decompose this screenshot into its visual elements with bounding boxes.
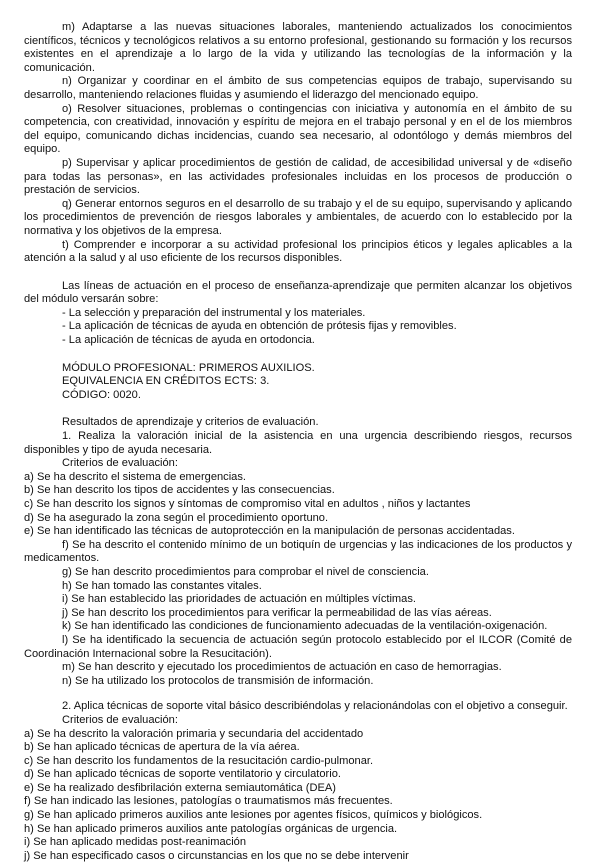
linea-item: - La selección y preparación del instrumental y los materiales. <box>62 306 366 319</box>
resultado-1: 1. Realiza la valoración inicial de la asistencia en una urgencia describiendo riesgos, recursos disponibles y tipo de ayuda necesaria. <box>24 430 572 456</box>
criterios-label: Criterios de evaluación: <box>62 457 178 470</box>
objective-t: t) Comprender e incorporar a su actividad profesional los principios éticos y legales aplicables a la atención a la salud y al uso eficiente de los recursos disponibles. <box>24 238 572 265</box>
document-body <box>24 21 572 863</box>
objective-o: o) Resolver situaciones, problemas o contingencias con iniciativa y autonomía en el ámbito de su competencia, con creatividad, innovación y espíritu de mejora en el trabajo personal y en el de los miembros del equipo, comunicando dichas incidencias, cuando sea necesario, al odontólogo y demás miembros del equipo. <box>24 102 572 156</box>
lineas-intro: Las líneas de actuación en el proceso de enseñanza-aprendizaje que permiten alcanzar los objetivos del módulo versarán sobre: <box>24 279 572 306</box>
criterio-item: f) Se ha descrito el contenido mínimo de un botiquín de urgencias y las indicaciones de los productos y medicamentos. <box>24 538 572 565</box>
criterio-item: g) Se han aplicado primeros auxilios ante lesiones por agentes físicos, químicos y biológicos. <box>24 809 483 822</box>
criterio-item: e) Se han identificado las técnicas de autoprotección en la manipulación de personas accidentadas. <box>24 525 515 538</box>
criterio-item: a) Se ha descrito el sistema de emergencias. <box>24 470 246 483</box>
criterio-item: c) Se han descrito los fundamentos de la resucitación cardio-pulmonar. <box>24 754 374 767</box>
resultado-2: 2. Aplica técnicas de soporte vital básico describiéndolas y relacionándolas con el objetivo a conseguir. <box>62 700 568 713</box>
objective-p: p) Supervisar y aplicar procedimientos de gestión de calidad, de accesibilidad universal y de «diseño para todas las personas», en las actividades profesionales incluidas en los procesos de producción o prestación de servicios. <box>24 156 572 197</box>
criterio-item: m) Se han descrito y ejecutado los procedimientos de actuación en caso de hemorragias. <box>62 661 502 674</box>
module-credits: EQUIVALENCIA EN CRÉDITOS ECTS: 3. <box>62 375 270 388</box>
criterio-item: j) Se han descrito los procedimientos para verificar la permeabilidad de las vías aéreas. <box>62 606 492 619</box>
criterio-item: c) Se han descrito los signos y síntomas de compromiso vital en adultos , niños y lactantes <box>24 498 471 510</box>
objective-q: q) Generar entornos seguros en el desarrollo de su trabajo y el de su equipo, supervisando y aplicando los procedimientos de prevención de riesgos laborales y ambientales, de acuerdo con lo establecido por la normativa y los objetivos de la empresa. <box>24 197 572 237</box>
criterio-item: i) Se han establecido las prioridades de actuación en múltiples víctimas. <box>62 593 416 606</box>
criterio-item: b) Se han aplicado técnicas de apertura de la vía aérea. <box>24 741 300 754</box>
criterio-item: h) Se han tomado las constantes vitales. <box>62 579 262 592</box>
criterio-item: e) Se ha realizado desfibrilación externa semiautomática (DEA) <box>24 781 337 794</box>
criterio-item: a) Se ha descrito la valoración primaria y secundaria del accidentado <box>24 727 364 740</box>
objective-n: n) Organizar y coordinar en el ámbito de sus competencias equipos de trabajo, supervisando su desarrollo, manteniendo relaciones fluidas y asumiendo el liderazgo del mencionado equipo. <box>24 75 572 101</box>
criterio-item: f) Se han indicado las lesiones, patologías o traumatismos más frecuentes. <box>24 795 393 808</box>
criterio-item: n) Se ha utilizado los protocolos de transmisión de información. <box>62 674 374 687</box>
criterio-item: i) Se han aplicado medidas post-reanimación <box>24 836 246 849</box>
criterio-item: l) Se ha identificado la secuencia de actuación según protocolo establecido por el ILCOR (Comité de Coordinación Internacional sobre la Resucitación). <box>24 633 572 660</box>
criterio-item: k) Se han identificado las condiciones de funcionamiento adecuadas de la ventilación-oxigenación. <box>62 620 548 633</box>
criterios-label: Criterios de evaluación: <box>62 713 178 726</box>
module-title: MÓDULO PROFESIONAL: PRIMEROS AUXILIOS. <box>62 361 315 374</box>
criterio-item: g) Se han descrito procedimientos para comprobar el nivel de consciencia. <box>62 565 429 578</box>
linea-item: - La aplicación de técnicas de ayuda en ortodoncia. <box>62 334 315 347</box>
criterio-item: j) Se han especificado casos o circunstancias en los que no se debe intervenir <box>24 849 409 862</box>
criterio-item: d) Se han aplicado técnicas de soporte ventilatorio y circulatorio. <box>24 768 341 781</box>
objective-m: m) Adaptarse a las nuevas situaciones laborales, manteniendo actualizados los conocimientos científicos, técnicos y tecnológicos relativos a su entorno profesional, gestionando su formación y los recursos existentes en el aprendizaje a lo largo de la vida y utilizando las tecnologías de la información y la comunicación. <box>24 21 572 74</box>
module-code: CÓDIGO: 0020. <box>62 388 141 401</box>
criterio-item: d) Se ha asegurado la zona según el procedimiento oportuno. <box>24 511 329 524</box>
criterio-item: h) Se han aplicado primeros auxilios ante patologías orgánicas de urgencia. <box>24 822 398 835</box>
linea-item: - La aplicación de técnicas de ayuda en obtención de prótesis fijas y removibles. <box>62 320 457 333</box>
criterio-item: b) Se han descrito los tipos de accidentes y las consecuencias. <box>24 484 335 497</box>
resultados-heading: Resultados de aprendizaje y criterios de evaluación. <box>62 416 319 429</box>
